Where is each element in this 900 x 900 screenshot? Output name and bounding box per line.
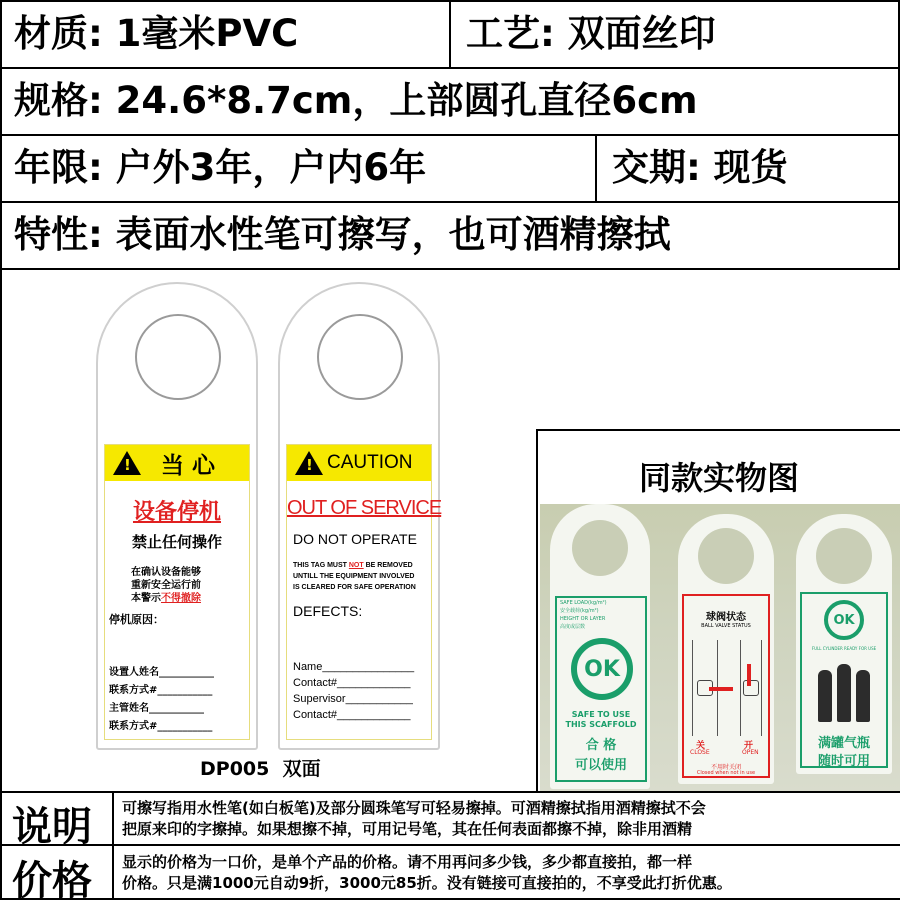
tag-text: 合 格: [585, 738, 617, 753]
tag-small-text: Closed when not in use: [696, 770, 756, 776]
tag-field: 设置人姓名___________: [109, 667, 214, 678]
tag-field: 主管姓名___________: [109, 703, 204, 714]
tag-title: OUT OF SERVICE: [287, 497, 442, 519]
spec-material: 材质: 1毫米PVC: [14, 12, 299, 55]
tag-small-text: CLOSE: [690, 749, 710, 756]
tag-text: 满罐气瓶: [817, 736, 870, 751]
valve-open-icon: [740, 640, 762, 736]
tag-field: Supervisor___________: [293, 693, 413, 705]
tag-text: 球阀状态: [706, 612, 746, 623]
tag-text: 随时可用: [817, 754, 870, 769]
tag-header: [105, 445, 249, 481]
tag-header: [287, 445, 431, 481]
tag-header-text: CAUTION: [327, 452, 413, 473]
tag-panel: [104, 444, 250, 740]
table-border-left: [0, 0, 2, 900]
table-divider: [0, 268, 900, 270]
tag-note-text: 本警示: [131, 593, 161, 604]
tag-note-line: [293, 562, 413, 569]
tag-text: 可以使用: [574, 758, 627, 773]
price-line: 价格。只是满1000元自动9折，3000元85折。没有链接可直接拍的，不享受此打折优惠。: [122, 874, 732, 892]
photo-title: 同款实物图: [638, 459, 799, 497]
tag-hole: [572, 520, 628, 576]
tag-reason-label: 停机原因：: [109, 613, 164, 626]
notes-line: 可擦写指用水性笔(如白板笔)及部分圆珠笔写可轻易擦掉。可酒精擦拭指用酒精擦拭不会: [122, 799, 706, 817]
tag-text: 关: [696, 741, 706, 751]
tag-note-line: 重新安全运行前: [131, 580, 201, 591]
table-divider: [0, 201, 900, 203]
tag-note-line: [131, 589, 201, 604]
spec-feature: 特性: 表面水性笔可擦写，也可酒精擦拭: [14, 213, 671, 256]
spec-size: 规格: 24.6*8.7cm，上部圆孔直径6cm: [14, 79, 698, 122]
tag-field: Contact#____________: [293, 677, 411, 689]
valve-closed-icon: [692, 640, 718, 736]
notes-label: 说明: [12, 804, 92, 850]
photo-tag-gas-cylinder: [796, 514, 892, 774]
price-label: 价格: [12, 858, 92, 900]
tag-note-red: 不得撤除: [161, 593, 201, 604]
tag-field: Contact#____________: [293, 709, 411, 721]
table-col-divider: [449, 0, 451, 68]
tag-hole: [698, 528, 754, 584]
table-divider: [0, 791, 900, 793]
tag-small-text: OPEN: [742, 749, 759, 756]
tag-small-text: 高度或层数: [560, 624, 586, 630]
ok-icon: [571, 638, 633, 700]
table-col-divider: [112, 791, 114, 900]
tag-header-text: 当 心: [161, 452, 216, 479]
photo-section: [536, 429, 900, 791]
tag-defects-label: DEFECTS:: [293, 603, 363, 619]
photo-tag-ball-valve: [678, 514, 774, 784]
price-line: 显示的价格为一口价，是单个产品的价格。请不用再问多少钱，多少都直接拍，都一样: [122, 853, 693, 871]
ok-text: OK: [584, 656, 620, 682]
tag-text: SAFE TO USE: [571, 710, 631, 719]
gas-cylinder-icon: [816, 660, 872, 726]
tag-hole: [816, 528, 872, 584]
tag-field: Name_______________: [293, 661, 415, 673]
tag-subtitle: 禁止任何操作: [131, 533, 222, 551]
notes-line: 把原来印的字擦掉。如果想擦不掉，可用记号笔，其在任何表面都擦不掉，除非用酒精: [122, 820, 693, 838]
tag-field: 联系方式#___________: [109, 721, 213, 732]
tag-note-text: THIS TAG MUST: [293, 562, 349, 569]
spec-lifetime: 年限: 户外3年，户内6年: [14, 146, 427, 189]
tag-small-text: FULL CYLINDER READY FOR USE: [811, 646, 877, 651]
tag-title: 设备停机: [132, 500, 221, 525]
table-col-divider: [595, 134, 597, 202]
tag-text: 开: [744, 741, 754, 751]
tag-subtitle: DO NOT OPERATE: [293, 531, 417, 547]
tag-small-text: HEIGHT OR LAYER: [560, 616, 606, 622]
tag-small-text: 安全载荷(kg/m²): [560, 608, 599, 614]
ok-icon: [824, 600, 864, 640]
tag-note-line: 在确认设备能够: [131, 567, 201, 578]
ok-text: OK: [833, 612, 855, 628]
tag-small-text: SAFE LOAD(kg/m²): [560, 600, 607, 606]
tag-hole: [317, 314, 403, 400]
table-divider: [0, 134, 900, 136]
tag-small-text: 不用时关闭: [710, 764, 741, 771]
warning-icon: [295, 451, 323, 475]
tag-small-text: BALL VALVE STATUS: [701, 623, 751, 629]
tag-hole: [135, 314, 221, 400]
product-caption: DP005 双面: [200, 758, 321, 780]
tag-note-line: IS CLEARED FOR SAFE OPERATION: [293, 584, 416, 591]
spec-delivery: 交期: 现货: [612, 146, 788, 189]
tag-panel: [286, 444, 442, 740]
tag-front-chinese: [96, 282, 258, 750]
tag-field: 联系方式#___________: [109, 685, 213, 696]
warning-icon: [113, 451, 141, 475]
product-photo: [540, 504, 900, 791]
tag-text: THIS SCAFFOLD: [565, 720, 637, 729]
photo-tag-scaffold: [550, 504, 650, 789]
tag-note-line: UNTILL THE EQUIPMENT INVOLVED: [293, 573, 415, 580]
spec-craft: 工艺: 双面丝印: [466, 12, 716, 55]
table-divider: [0, 844, 900, 846]
tag-note-text: BE REMOVED: [363, 562, 413, 569]
tag-back-english: [278, 282, 440, 750]
tag-note-red: NOT: [348, 562, 364, 569]
